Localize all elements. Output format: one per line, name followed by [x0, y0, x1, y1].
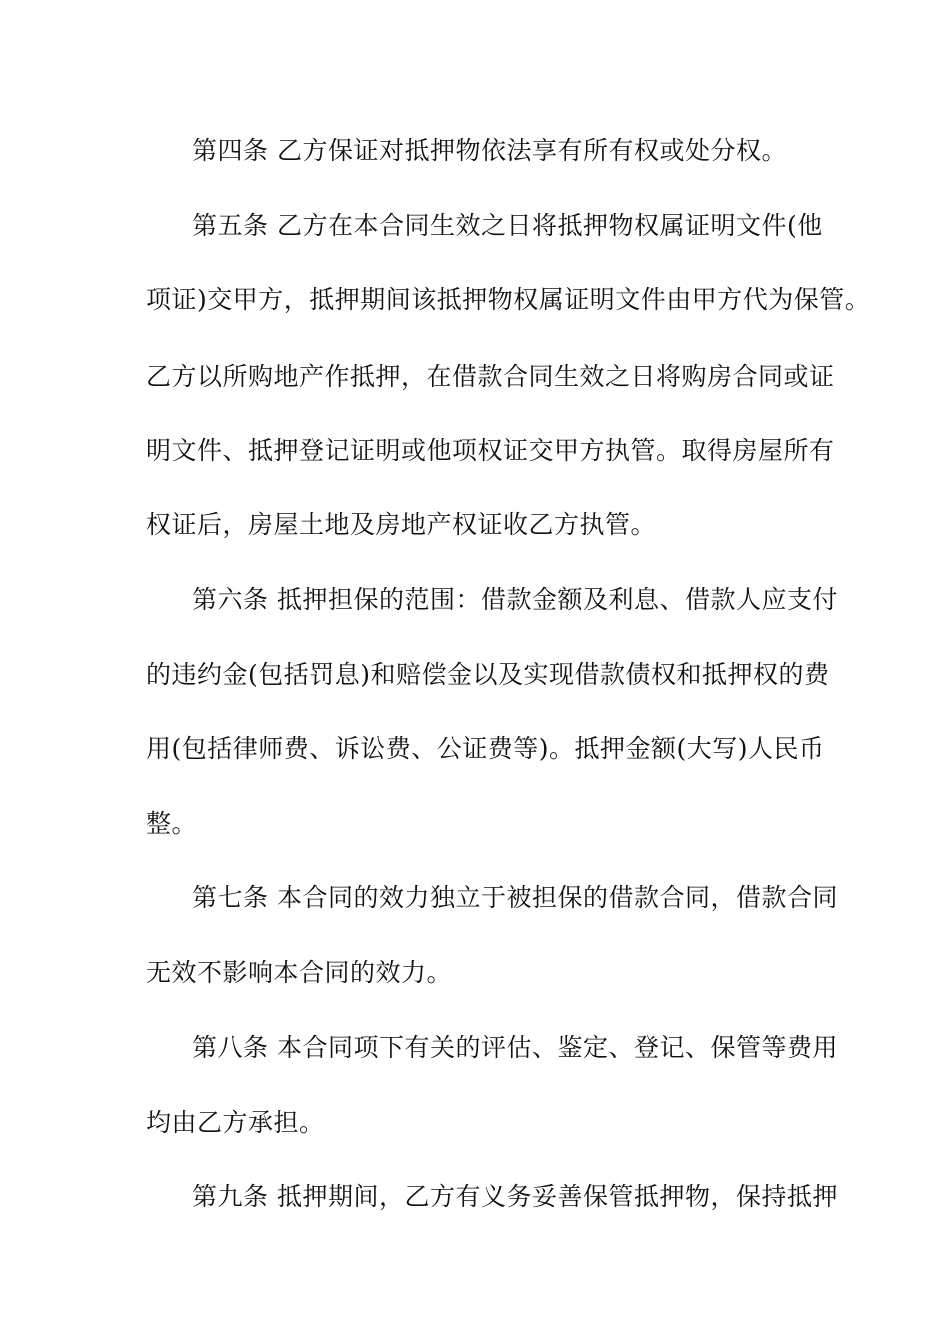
- article-5-line-1: 第五条 乙方在本合同生效之日将抵押物权属证明文件(他: [192, 211, 823, 240]
- article-5-line-3: 乙方以所购地产作抵押，在借款合同生效之日将购房合同或证: [146, 362, 835, 391]
- article-7-line-2: 无效不影响本合同的效力。: [146, 958, 453, 987]
- article-6-line-4: 整。: [146, 809, 198, 838]
- article-6-line-3: 用(包括律师费、诉讼费、公证费等)。抵押金额(大写)人民币: [146, 734, 825, 763]
- article-8-line-1: 第八条 本合同项下有关的评估、鉴定、登记、保管等费用: [192, 1033, 838, 1062]
- article-7-line-1: 第七条 本合同的效力独立于被担保的借款合同，借款合同: [192, 883, 838, 912]
- article-6-line-1: 第六条 抵押担保的范围：借款金额及利息、借款人应支付: [192, 585, 838, 614]
- article-5-line-4: 明文件、抵押登记证明或他项权证交甲方执管。取得房屋所有: [146, 436, 835, 465]
- article-5-line-2: 项证)交甲方，抵押期间该抵押物权属证明文件由甲方代为保管。: [146, 285, 871, 314]
- article-8-line-2: 均由乙方承担。: [146, 1108, 325, 1137]
- article-9-line-1: 第九条 抵押期间，乙方有义务妥善保管抵押物，保持抵押: [192, 1182, 838, 1211]
- article-4-line-1: 第四条 乙方保证对抵押物依法享有所有权或处分权。: [192, 136, 787, 165]
- article-6-line-2: 的违约金(包括罚息)和赔偿金以及实现借款债权和抵押权的费: [146, 660, 830, 689]
- article-5-line-5: 权证后，房屋土地及房地产权证收乙方执管。: [146, 510, 657, 539]
